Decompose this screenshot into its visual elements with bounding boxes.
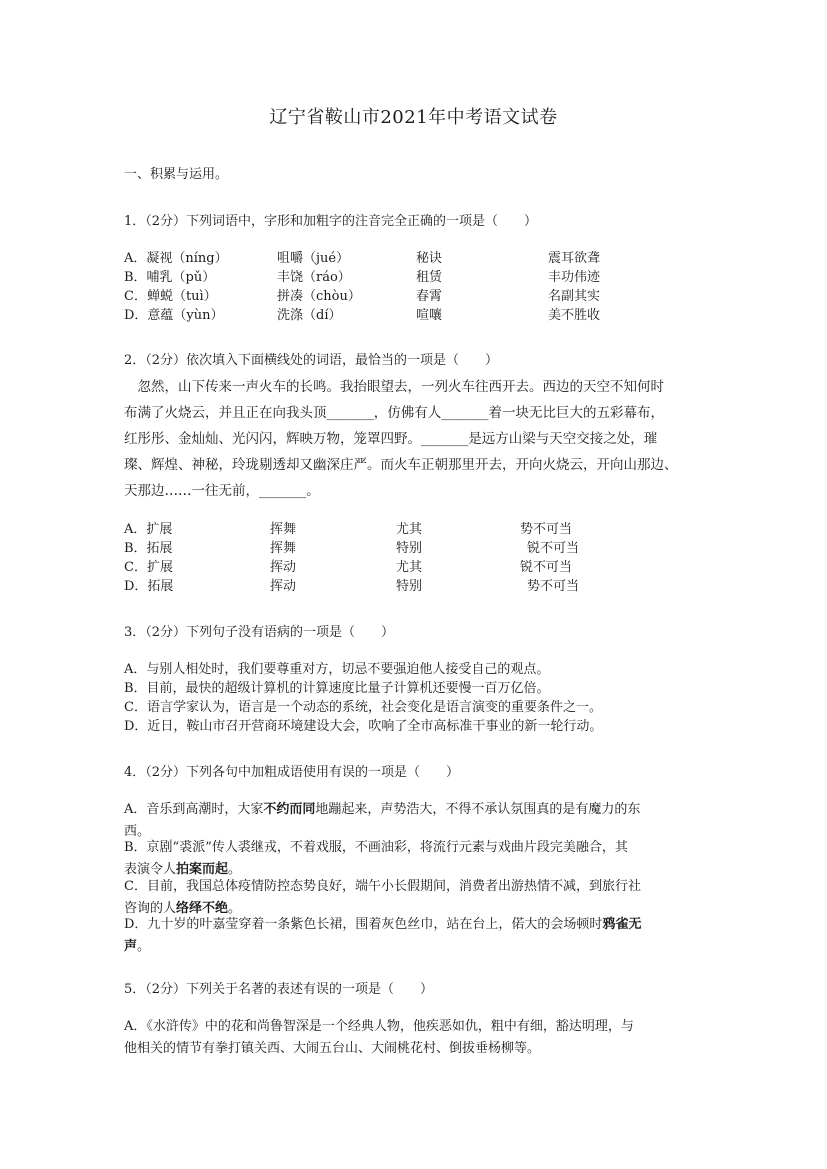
q2-row-a-col2: 挥舞 bbox=[270, 522, 297, 537]
q2-row-b-col3: 特别 bbox=[396, 541, 423, 556]
q1-row-c-col2: 拼凑（chòu） bbox=[277, 289, 361, 304]
section-heading: 一、积累与运用。 bbox=[124, 167, 229, 182]
q2-row-d-col1: D．拓展 bbox=[124, 579, 174, 594]
q1-row-d-col1: D．意蕴（yùn） bbox=[124, 308, 224, 323]
q2-row-c-col3: 尤其 bbox=[396, 560, 423, 575]
q1-row-d-col3: 喧嚷 bbox=[416, 308, 443, 323]
q4-b-text: 表演令人 bbox=[124, 862, 177, 877]
q3-option-c: C．语言学家认为，语言是一个动态的系统，社会变化是语言演变的重要条件之一。 bbox=[124, 700, 602, 715]
page-title: 辽宁省鞍山市2021年中考语文试卷 bbox=[269, 107, 558, 128]
q1-row-d-col2: 洗涤（dí） bbox=[277, 308, 342, 323]
q2-row-b-col4: 锐不可当 bbox=[527, 541, 580, 556]
q5-option-a-line2: 他相关的情节有拳打镇关西、大闹五台山、大闹桃花村、倒拔垂杨柳等。 bbox=[124, 1041, 541, 1056]
q4-option-d-line1 bbox=[124, 914, 641, 937]
q3-option-d: D．近日，鞍山市召开营商环境建设大会，吹响了全市高标准干事业的新一轮行动。 bbox=[124, 719, 603, 734]
q4-b-text: 。 bbox=[228, 862, 242, 877]
question-2-stem: 2．（2分）依次填入下面横线处的词语，最恰当的一项是（ ） bbox=[124, 353, 499, 368]
q2-row-b-col1: B．拓展 bbox=[124, 541, 173, 556]
q2-row-b-col2: 挥舞 bbox=[270, 541, 297, 556]
q4-option-a-line2: 西。 bbox=[124, 824, 151, 839]
q2-row-a-col3: 尤其 bbox=[396, 522, 423, 537]
question-2-passage bbox=[124, 374, 709, 504]
q2-row-d-col2: 挥动 bbox=[270, 579, 297, 594]
q1-row-c-col3: 春霄 bbox=[416, 289, 443, 304]
q1-row-a-col2: 咀嚼（jué） bbox=[277, 251, 350, 266]
passage-line: 璨、辉煌、神秘，玲珑剔透却又幽深庄严。而火车正朝那里开去，开向火烧云，开向山那边、 bbox=[124, 457, 678, 473]
q2-row-c-col1: C．扩展 bbox=[124, 560, 173, 575]
q4-option-a-line1 bbox=[124, 799, 640, 822]
q4-option-b-line1: B．京剧“裘派”传人裘继戎，不着戏服，不画油彩，将流行元素与戏曲片段完美融合，其 bbox=[124, 840, 628, 855]
q3-option-b: B．目前，最快的超级计算机的计算速度比量子计算机还要慢一百万亿倍。 bbox=[124, 681, 550, 696]
q4-c-idiom: 络绎不绝 bbox=[176, 901, 229, 916]
q2-row-a-col1: A．扩展 bbox=[124, 522, 173, 537]
q2-row-d-col3: 特别 bbox=[396, 579, 423, 594]
q4-c-text: 。 bbox=[228, 901, 242, 916]
q4-option-d-line2 bbox=[124, 936, 150, 959]
q2-row-a-col4: 势不可当 bbox=[520, 522, 573, 537]
q4-a-text: A．音乐到高潮时，大家 bbox=[124, 802, 264, 817]
q1-row-a-col1: A．凝视（níng） bbox=[124, 251, 228, 266]
passage-line: 忽然，山下传来一声火车的长鸣。我抬眼望去，一列火车往西开去。西边的天空不知何时 bbox=[124, 379, 664, 395]
q1-row-c-col1: C．蝉蜕（tuì） bbox=[124, 289, 217, 304]
q1-row-b-col1: B．哺乳（pǔ） bbox=[124, 270, 216, 285]
q4-d-idiom: 鸦雀无 bbox=[602, 917, 642, 932]
q1-row-b-col4: 丰功伟迹 bbox=[548, 270, 601, 285]
q5-option-a-line1: A．《水浒传》中的花和尚鲁智深是一个经典人物，他疾恶如仇，粗中有细，豁达明理，与 bbox=[124, 1019, 634, 1034]
question-1-stem: 1．（2分）下列词语中，字形和加粗字的注音完全正确的一项是（ ） bbox=[124, 214, 538, 229]
passage-line: 天那边……一往无前，_______。 bbox=[124, 483, 320, 499]
q1-row-b-col2: 丰饶（ráo） bbox=[277, 270, 351, 285]
question-5-stem: 5．（2分）下列关于名著的表述有误的一项是（ ） bbox=[124, 982, 434, 997]
q2-row-c-col2: 挥动 bbox=[270, 560, 297, 575]
q1-row-a-col4: 震耳欲聋 bbox=[548, 251, 601, 266]
q4-option-c-line1: C．目前，我国总体疫情防控态势良好，端午小长假期间，消费者出游热情不减，到旅行社 bbox=[124, 879, 641, 894]
q2-row-c-col4: 锐不可当 bbox=[520, 560, 573, 575]
q1-row-a-col3: 秘诀 bbox=[416, 251, 443, 266]
q2-row-d-col4: 势不可当 bbox=[527, 579, 580, 594]
passage-line: 红彤彤、金灿灿、光闪闪，辉映万物，笼罩四野。_______是远方山梁与天空交接之处，璀 bbox=[124, 431, 658, 447]
q1-row-b-col3: 租赁 bbox=[416, 270, 443, 285]
q4-d-text: 。 bbox=[137, 939, 151, 954]
q4-a-idiom: 不约而同 bbox=[263, 802, 316, 817]
passage-line: 布满了火烧云，并且正在向我头顶_______，仿佛有人_______着一块无比巨大的五彩幕布， bbox=[124, 405, 664, 421]
q1-row-d-col4: 美不胜收 bbox=[548, 308, 601, 323]
q4-a-text: 地蹦起来，声势浩大，不得不承认氛围真的是有魔力的东 bbox=[315, 802, 641, 817]
question-4-stem: 4．（2分）下列各句中加粗成语使用有误的一项是（ ） bbox=[124, 765, 460, 780]
q4-d-idiom: 声 bbox=[124, 939, 138, 954]
q4-c-text: 咨询的人 bbox=[124, 901, 177, 916]
q1-row-c-col4: 名副其实 bbox=[548, 289, 601, 304]
q4-b-idiom: 拍案而起 bbox=[176, 862, 229, 877]
question-3-stem: 3．（2分）下列句子没有语病的一项是（ ） bbox=[124, 625, 395, 640]
q3-option-a: A．与别人相处时，我们要尊重对方，切忌不要强迫他人接受自己的观点。 bbox=[124, 662, 550, 677]
q4-d-text: D．九十岁的叶嘉莹穿着一条紫色长裙，围着灰色丝巾，站在台上，偌大的会场顿时 bbox=[124, 917, 603, 932]
